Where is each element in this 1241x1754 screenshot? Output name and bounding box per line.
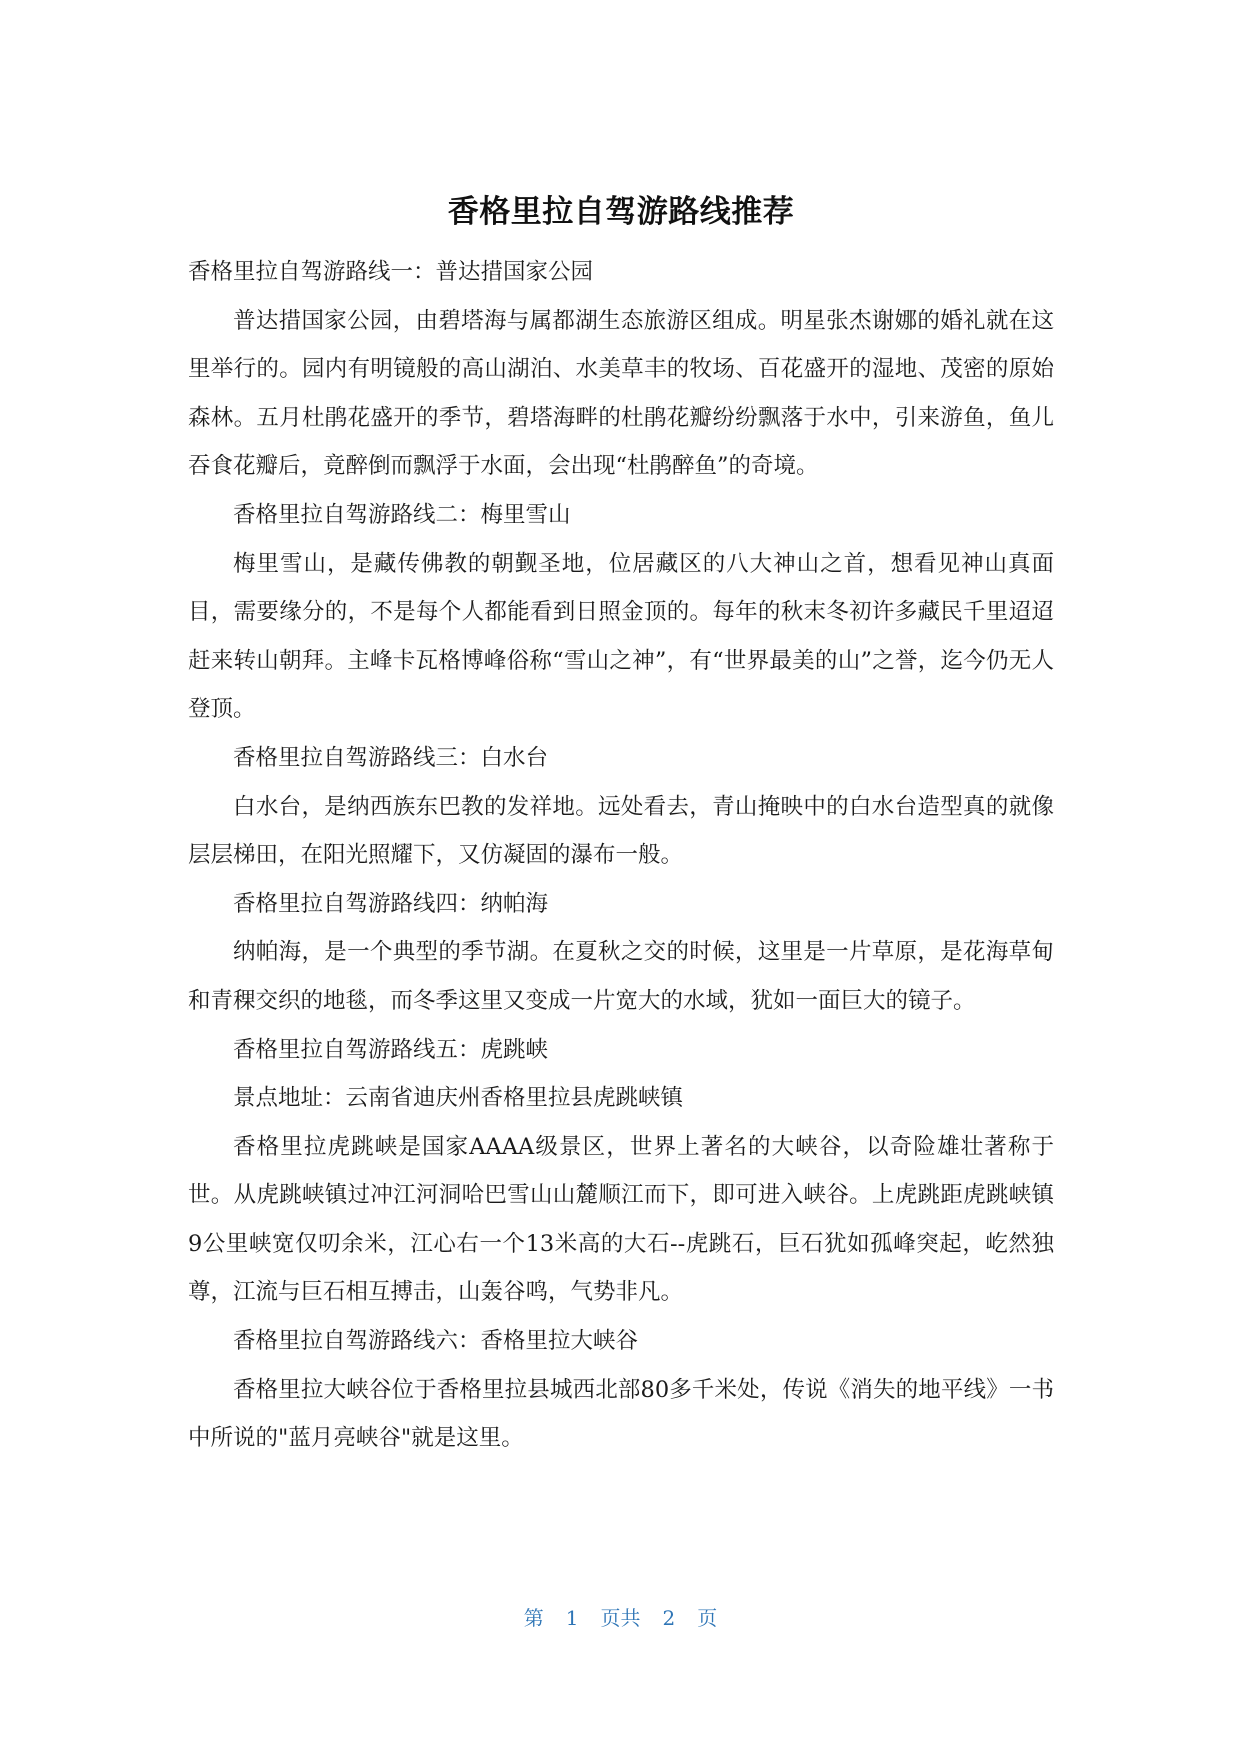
body-paragraph: 香格里拉自驾游路线六：香格里拉大峡谷	[233, 1328, 639, 1355]
footer-total-pages: 2	[662, 1606, 676, 1630]
body-paragraph: 香格里拉自驾游路线一：普达措国家公园	[188, 259, 594, 285]
body-paragraph: 香格里拉自驾游路线三：白水台	[233, 744, 549, 771]
footer-current-page: 1	[565, 1606, 579, 1630]
body-paragraph: 梅里雪山，是藏传佛教的朝觐圣地，位居藏区的八大神山之首，想看见神山真面目，需要缘分的，不是每个人都能看到日照金顶的。每年的秋末冬初许多藏民千里迢迢赶来转山朝拜。主峰卡瓦格博峰俗称“雪山之神”，有“世界最美的山”之誉，迄今仍无人登顶。	[188, 550, 1054, 723]
document-title: 香格里拉自驾游路线推荐	[447, 194, 795, 230]
page-content	[188, 190, 1054, 1463]
body-paragraph: 景点地址：云南省迪庆州香格里拉县虎跳峡镇	[233, 1085, 684, 1112]
body-paragraph: 香格里拉大峡谷位于香格里拉县城西北部80多千米处，传说《消失的地平线》一书中所说的"蓝月亮峡谷"就是这里。	[188, 1376, 1054, 1452]
footer-page-of: 页共	[600, 1606, 641, 1630]
body-paragraph: 白水台，是纳西族东巴教的发祥地。远处看去，青山掩映中的白水台造型真的就像层层梯田，在阳光照耀下，又仿凝固的瀑布一般。	[188, 793, 1054, 869]
page-footer	[0, 1602, 1241, 1631]
body-paragraph: 香格里拉自驾游路线二：梅里雪山	[233, 501, 571, 528]
footer-page-suffix: 页	[697, 1606, 718, 1630]
body-paragraph: 普达措国家公园，由碧塔海与属都湖生态旅游区组成。明星张杰谢娜的婚礼就在这里举行的。园内有明镜般的高山湖泊、水美草丰的牧场、百花盛开的湿地、茂密的原始森林。五月杜鹃花盛开的季节，碧塔海畔的杜鹃花瓣纷纷飘落于水中，引来游鱼，鱼儿吞食花瓣后，竟醉倒而飘浮于水面，会出现“杜鹃醉鱼”的奇境。	[188, 307, 1054, 480]
paragraph-list	[188, 248, 1054, 1463]
body-paragraph: 香格里拉自驾游路线五：虎跳峡	[233, 1036, 549, 1063]
body-paragraph: 香格里拉自驾游路线四：纳帕海	[233, 890, 549, 917]
body-paragraph: 香格里拉虎跳峡是国家AAAA级景区，世界上著名的大峡谷，以奇险雄壮著称于世。从虎跳峡镇过冲江河洞哈巴雪山山麓顺江而下，即可进入峡谷。上虎跳距虎跳峡镇9公里峡宽仅叨余米，江心右一个13米高的大石--虎跳石，巨石犹如孤峰突起，屹然独尊，江流与巨石相互搏击，山轰谷鸣，气势非凡。	[188, 1133, 1054, 1306]
body-paragraph: 纳帕海，是一个典型的季节湖。在夏秋之交的时候，这里是一片草原，是花海草甸和青稞交织的地毯，而冬季这里又变成一片宽大的水域，犹如一面巨大的镜子。	[188, 939, 1054, 1014]
footer-page-word: 第	[523, 1606, 544, 1630]
